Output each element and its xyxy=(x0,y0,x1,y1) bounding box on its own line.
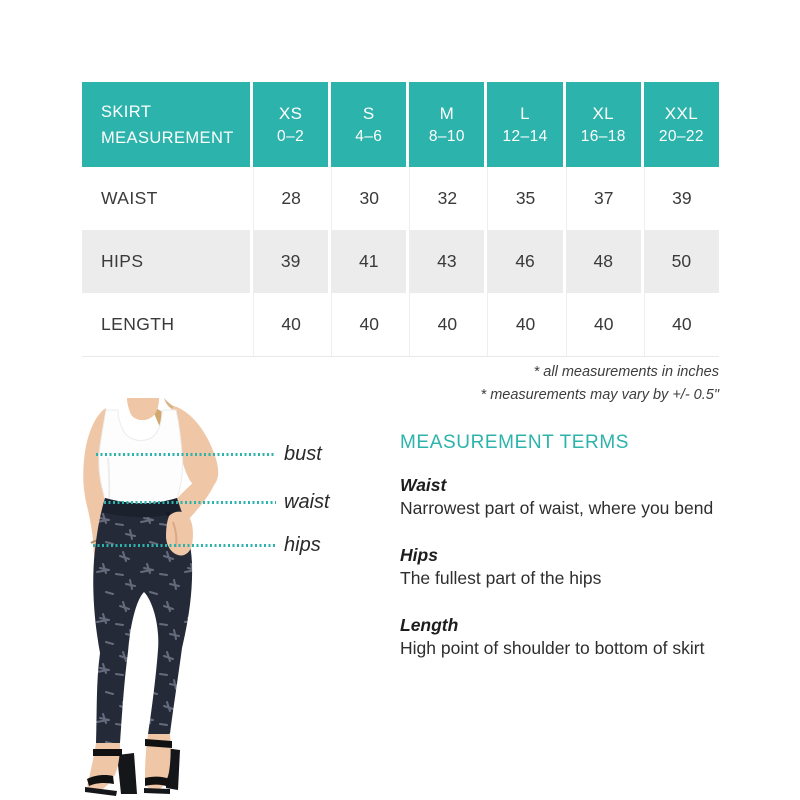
length-s: 40 xyxy=(331,293,406,356)
hips-m: 43 xyxy=(409,230,484,293)
size-label: XL xyxy=(592,103,615,123)
length-xs: 40 xyxy=(253,293,328,356)
left-ankle-strap xyxy=(93,749,122,756)
bust-label: bust xyxy=(284,443,322,465)
table-row-hips xyxy=(82,230,719,293)
table-header-row xyxy=(82,82,719,167)
row-label: LENGTH xyxy=(82,293,250,356)
hips-label: hips xyxy=(284,534,321,556)
header-cell-title: SKIRT MEASUREMENT xyxy=(82,82,250,167)
term-name: Length xyxy=(400,615,459,635)
table-row-length xyxy=(82,293,719,356)
hips-l: 46 xyxy=(487,230,562,293)
header-cell-xl xyxy=(566,82,641,167)
term-waist xyxy=(400,474,740,520)
header-cell-m xyxy=(409,82,484,167)
footnote-variance: * measurements may vary by +/- 0.5" xyxy=(480,387,719,403)
term-definition: Narrowest part of waist, where you bend xyxy=(400,498,714,518)
size-label: S xyxy=(362,103,375,123)
size-range: 4–6 xyxy=(355,127,383,145)
row-label: WAIST xyxy=(82,167,250,230)
bust-measure-line xyxy=(96,453,276,456)
waist-xs: 28 xyxy=(253,167,328,230)
term-hips xyxy=(400,544,740,590)
header-cell-l xyxy=(487,82,562,167)
neck xyxy=(127,398,159,420)
waist-m: 32 xyxy=(409,167,484,230)
waist-label: waist xyxy=(284,491,330,513)
size-label: M xyxy=(439,103,455,123)
hips-xxl: 50 xyxy=(644,230,719,293)
size-range: 16–18 xyxy=(580,127,626,145)
hips-xl: 48 xyxy=(566,230,641,293)
table-row-waist xyxy=(82,167,719,230)
length-l: 40 xyxy=(487,293,562,356)
header-cell-xxl xyxy=(644,82,719,167)
header-cell-s xyxy=(331,82,406,167)
term-name: Waist xyxy=(400,475,447,495)
hips-s: 41 xyxy=(331,230,406,293)
row-label: HIPS xyxy=(82,230,250,293)
right-hand xyxy=(166,512,193,556)
terms-title: MEASUREMENT TERMS xyxy=(400,432,630,453)
footnotes xyxy=(481,361,719,407)
length-xl: 40 xyxy=(566,293,641,356)
waist-s: 30 xyxy=(331,167,406,230)
hips-xs: 39 xyxy=(253,230,328,293)
waist-xxl: 39 xyxy=(644,167,719,230)
size-label: L xyxy=(520,103,530,123)
right-sandal xyxy=(144,734,180,794)
term-length xyxy=(400,614,740,660)
right-sole xyxy=(144,788,170,794)
size-range: 8–10 xyxy=(428,127,465,145)
measurement-terms-section xyxy=(400,432,740,684)
length-m: 40 xyxy=(409,293,484,356)
left-sandal xyxy=(85,743,137,796)
header-cell-xs xyxy=(253,82,328,167)
size-range: 20–22 xyxy=(658,127,704,145)
term-definition: The fullest part of the hips xyxy=(400,568,602,588)
size-label: XS xyxy=(278,103,303,123)
size-range: 12–14 xyxy=(502,127,548,145)
length-xxl: 40 xyxy=(644,293,719,356)
size-range: 0–2 xyxy=(277,127,305,145)
term-definition: High point of shoulder to bottom of skirt xyxy=(400,638,705,658)
left-heel-block xyxy=(117,753,137,794)
waist-xl: 37 xyxy=(566,167,641,230)
waist-measure-line xyxy=(104,501,276,504)
size-chart-table xyxy=(82,82,719,357)
waist-l: 35 xyxy=(487,167,562,230)
term-name: Hips xyxy=(400,545,438,565)
hips-measure-line xyxy=(93,544,276,547)
footnote-inches: * all measurements in inches xyxy=(533,364,719,380)
size-label: XXL xyxy=(664,103,699,123)
